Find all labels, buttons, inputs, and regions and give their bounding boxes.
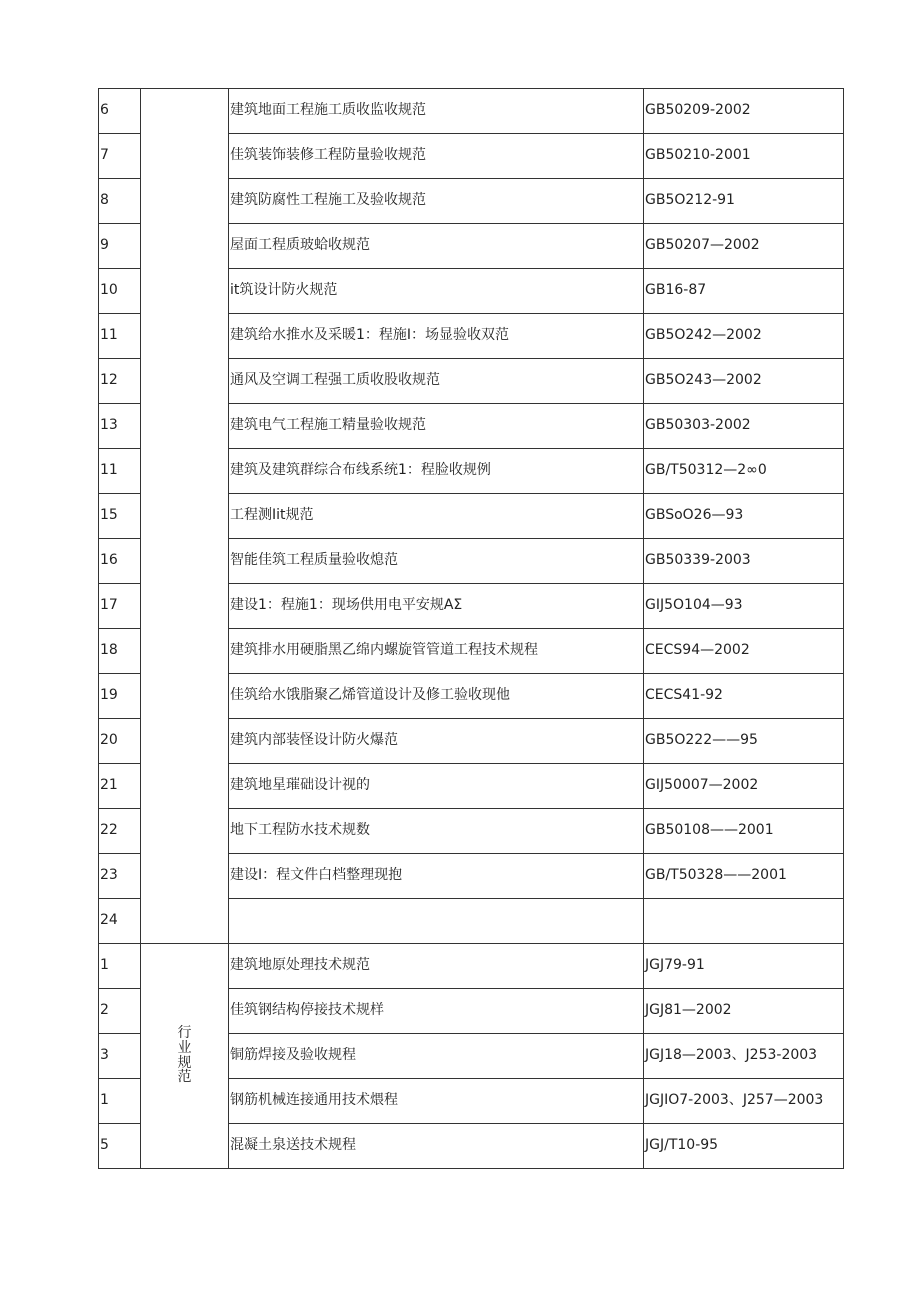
standard-code: GB5O212-91 (644, 179, 844, 224)
standard-code: GB5O242—2002 (644, 314, 844, 359)
standard-code: GB/T50312—2∞0 (644, 449, 844, 494)
standard-name: 建筑排水用硬脂黑乙绵内螺旋管管道工程技术规程 (229, 629, 644, 674)
standards-table-body (99, 89, 844, 1169)
standard-code: GB50339-2003 (644, 539, 844, 584)
row-number: 9 (99, 224, 141, 269)
row-number: 1 (99, 944, 141, 989)
row-number: 21 (99, 764, 141, 809)
standard-code: GB50210-2001 (644, 134, 844, 179)
row-number: 11 (99, 314, 141, 359)
standard-name: 佳筑给水饿脂聚乙烯管道设计及修工验收现他 (229, 674, 644, 719)
standard-name: it筑设计防火规范 (229, 269, 644, 314)
standard-name: 建筑地原处理技术规范 (229, 944, 644, 989)
row-number: 5 (99, 1124, 141, 1169)
standard-code: GB5O222——95 (644, 719, 844, 764)
standard-code: JGJ18—2003、J253-2003 (644, 1034, 844, 1079)
category-cell (141, 944, 229, 1169)
row-number: 24 (99, 899, 141, 944)
standard-name (229, 899, 644, 944)
standard-code: GB50209-2002 (644, 89, 844, 134)
standard-name: 建筑及建筑群综合布线系统1：程脸收规例 (229, 449, 644, 494)
standard-code: CECS94—2002 (644, 629, 844, 674)
standard-code: GB50303-2002 (644, 404, 844, 449)
row-number: 13 (99, 404, 141, 449)
row-number: 11 (99, 449, 141, 494)
standard-name: 建筑给水推水及采暖1：程施I：场显验收双范 (229, 314, 644, 359)
row-number: 8 (99, 179, 141, 224)
standard-code: GBSoO26—93 (644, 494, 844, 539)
standard-name: 佳筑钢结构停接技术规样 (229, 989, 644, 1034)
row-number: 6 (99, 89, 141, 134)
standard-code (644, 899, 844, 944)
standard-name: 混凝土泉送技术规程 (229, 1124, 644, 1169)
standard-code: GIJ5O104—93 (644, 584, 844, 629)
row-number: 20 (99, 719, 141, 764)
standard-code: CECS41-92 (644, 674, 844, 719)
standard-name: 建设1：程施1：现场供用电平安规AΣ (229, 584, 644, 629)
standard-code: JGJ81—2002 (644, 989, 844, 1034)
row-number: 22 (99, 809, 141, 854)
standard-code: GB50108——2001 (644, 809, 844, 854)
standard-code: GB/T50328——2001 (644, 854, 844, 899)
standard-code: JGJIO7-2003、J257—2003 (644, 1079, 844, 1124)
row-number: 19 (99, 674, 141, 719)
row-number: 2 (99, 989, 141, 1034)
standard-name: 铜筋焊接及验收规程 (229, 1034, 644, 1079)
row-number: 12 (99, 359, 141, 404)
standard-code: GB16-87 (644, 269, 844, 314)
row-number: 10 (99, 269, 141, 314)
table-row (99, 89, 844, 134)
standard-name: 建筑防腐性工程施工及验收规范 (229, 179, 644, 224)
standard-name: 建筑电气工程施工精量验收规范 (229, 404, 644, 449)
standard-name: 地下工程防水技术规数 (229, 809, 644, 854)
row-number: 23 (99, 854, 141, 899)
category-label: 行业规范 (177, 1025, 192, 1086)
standard-name: 智能佳筑工程质量验收熄范 (229, 539, 644, 584)
standard-name: 建筑内部装怪设计防火爆范 (229, 719, 644, 764)
row-number: 1 (99, 1079, 141, 1124)
standard-name: 建筑地面工程施工质收监收规范 (229, 89, 644, 134)
category-cell (141, 89, 229, 944)
standards-table (98, 88, 844, 1169)
standard-code: JGJ79-91 (644, 944, 844, 989)
standard-code: GB50207—2002 (644, 224, 844, 269)
table-row (99, 944, 844, 989)
standard-code: GB5O243—2002 (644, 359, 844, 404)
row-number: 3 (99, 1034, 141, 1079)
standard-name: 佳筑装饰装修工程防量验收规范 (229, 134, 644, 179)
standard-name: 工程测Iit规范 (229, 494, 644, 539)
standard-name: 屋面工程质玻蛤收规范 (229, 224, 644, 269)
standard-name: 钢筋机械连接通用技术煨程 (229, 1079, 644, 1124)
row-number: 16 (99, 539, 141, 584)
standard-name: 建设I：程文件白档整理现抱 (229, 854, 644, 899)
row-number: 15 (99, 494, 141, 539)
standard-code: JGJ/T10-95 (644, 1124, 844, 1169)
standard-code: GIJ50007—2002 (644, 764, 844, 809)
row-number: 17 (99, 584, 141, 629)
standard-name: 通风及空调工程强工质收股收规范 (229, 359, 644, 404)
row-number: 7 (99, 134, 141, 179)
row-number: 18 (99, 629, 141, 674)
standard-name: 建筑地星璀础设计视的 (229, 764, 644, 809)
